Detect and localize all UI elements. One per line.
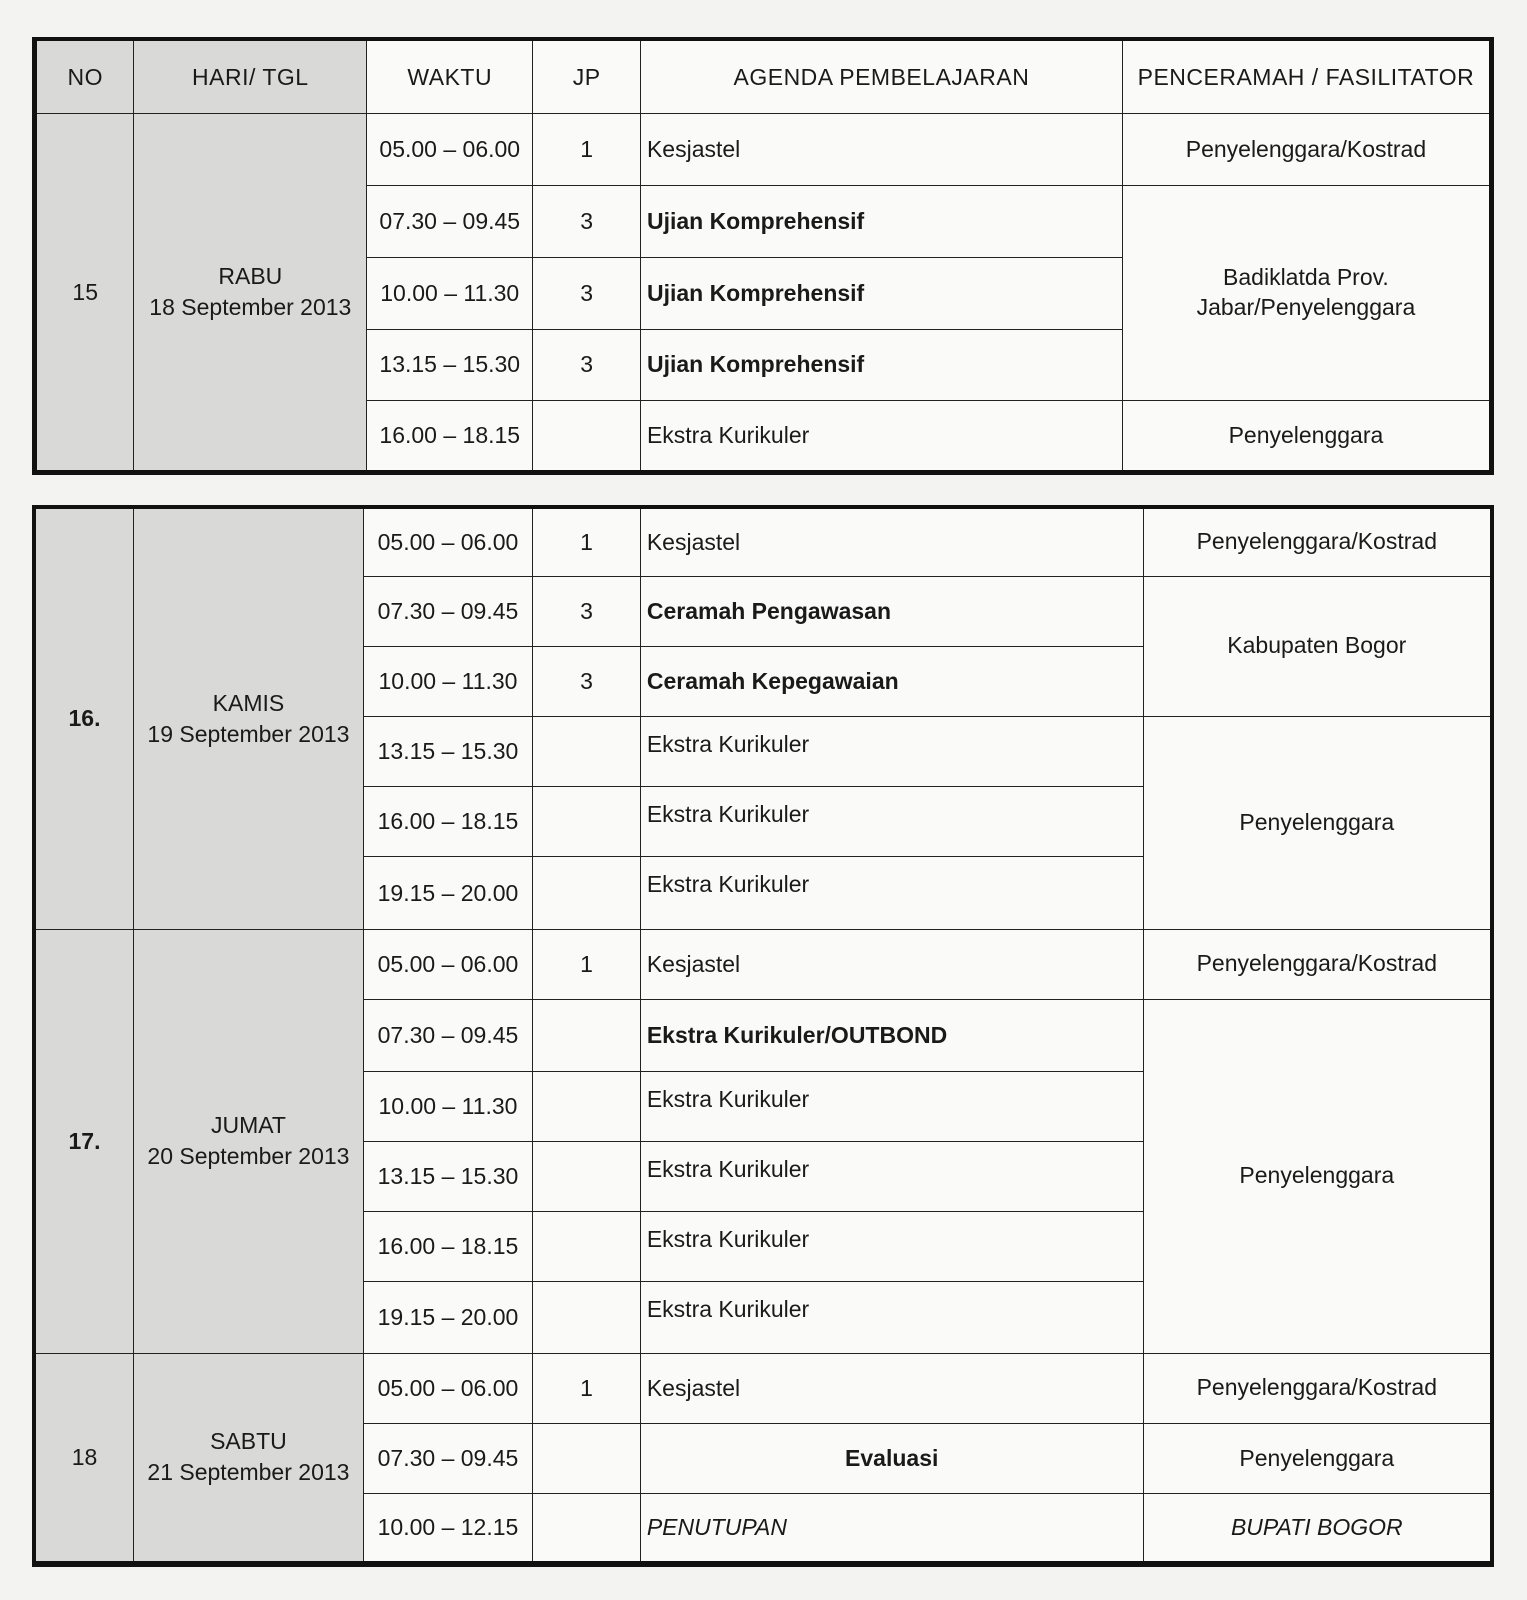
session-agenda: Ekstra Kurikuler/OUTBOND	[640, 999, 1143, 1071]
session-speaker: Penyelenggara/Kostrad	[1143, 1353, 1492, 1423]
session-time: 05.00 – 06.00	[363, 507, 532, 576]
day-date: 18 September 2013	[149, 294, 352, 321]
day-date-cell	[134, 114, 367, 473]
session-jp	[533, 999, 641, 1071]
session-jp: 3	[533, 186, 641, 258]
session-agenda: Ekstra Kurikuler	[640, 401, 1122, 473]
session-time: 13.15 – 15.30	[363, 1142, 532, 1212]
session-time: 05.00 – 06.00	[363, 1353, 532, 1423]
header-jp: JP	[533, 39, 641, 114]
session-agenda: Ceramah Pengawasan	[640, 576, 1143, 646]
session-time: 07.30 – 09.45	[367, 186, 533, 258]
session-agenda: Kesjastel	[640, 929, 1143, 999]
table-row	[34, 1353, 1492, 1423]
header-no: NO	[35, 39, 134, 114]
session-jp: 1	[533, 114, 641, 186]
session-time: 10.00 – 11.30	[367, 257, 533, 329]
session-jp	[533, 401, 641, 473]
session-jp: 1	[533, 929, 641, 999]
session-agenda: Ekstra Kurikuler	[640, 717, 1143, 787]
session-jp: 1	[533, 507, 641, 576]
table-row	[34, 929, 1492, 999]
session-speaker: Badiklatda Prov. Jabar/Penyelenggara	[1122, 186, 1491, 401]
day-number: 18	[34, 1353, 134, 1564]
header-time: WAKTU	[367, 39, 533, 114]
day-number: 16.	[34, 507, 134, 929]
session-speaker: Penyelenggara	[1143, 1423, 1492, 1493]
session-time: 16.00 – 18.15	[363, 787, 532, 857]
session-jp	[533, 1072, 641, 1142]
session-jp	[533, 857, 641, 929]
session-jp	[533, 1281, 641, 1353]
session-time: 19.15 – 20.00	[363, 1281, 532, 1353]
session-agenda: Ekstra Kurikuler	[640, 1142, 1143, 1212]
day-date-cell	[134, 929, 364, 1353]
session-jp	[533, 787, 641, 857]
day-date: 20 September 2013	[147, 1143, 350, 1170]
session-time: 05.00 – 06.00	[363, 929, 532, 999]
session-time: 13.15 – 15.30	[363, 717, 532, 787]
header-speaker: PENCERAMAH / FASILITATOR	[1122, 39, 1491, 114]
session-speaker: Penyelenggara/Kostrad	[1143, 929, 1492, 999]
session-jp	[533, 1142, 641, 1212]
session-agenda: Kesjastel	[640, 1353, 1143, 1423]
session-agenda: Ujian Komprehensif	[640, 329, 1122, 401]
session-agenda: Ujian Komprehensif	[640, 186, 1122, 258]
session-agenda: Ekstra Kurikuler	[640, 1281, 1143, 1353]
session-time: 05.00 – 06.00	[367, 114, 533, 186]
table-row	[34, 507, 1492, 576]
session-jp: 3	[533, 257, 641, 329]
session-agenda: Ekstra Kurikuler	[640, 1072, 1143, 1142]
session-time: 16.00 – 18.15	[363, 1212, 532, 1281]
day-date-cell	[134, 507, 364, 929]
session-jp: 3	[533, 576, 641, 646]
session-time: 07.30 – 09.45	[363, 576, 532, 646]
session-time: 10.00 – 11.30	[363, 646, 532, 716]
session-speaker: Penyelenggara/Kostrad	[1143, 507, 1492, 576]
day-date: 19 September 2013	[147, 720, 350, 747]
session-jp: 3	[533, 329, 641, 401]
session-jp	[533, 1494, 641, 1564]
session-time: 16.00 – 18.15	[367, 401, 533, 473]
session-time: 19.15 – 20.00	[363, 857, 532, 929]
session-agenda: Ekstra Kurikuler	[640, 787, 1143, 857]
day-date-cell	[134, 1353, 364, 1564]
day-number: 17.	[34, 929, 134, 1353]
session-agenda: Ekstra Kurikuler	[640, 857, 1143, 929]
session-agenda: Kesjastel	[640, 114, 1122, 186]
session-speaker: Penyelenggara	[1122, 401, 1491, 473]
session-speaker: Penyelenggara/Kostrad	[1122, 114, 1491, 186]
session-agenda: Ekstra Kurikuler	[640, 1212, 1143, 1281]
session-agenda: Evaluasi	[640, 1423, 1143, 1493]
session-speaker: Penyelenggara	[1143, 999, 1492, 1353]
header-agenda: AGENDA PEMBELAJARAN	[640, 39, 1122, 114]
day-date: 21 September 2013	[147, 1459, 350, 1486]
session-time: 07.30 – 09.45	[363, 999, 532, 1071]
day-name: RABU	[218, 263, 283, 290]
session-agenda: Ujian Komprehensif	[640, 257, 1122, 329]
schedule-table-1	[32, 37, 1494, 475]
session-agenda: Kesjastel	[640, 507, 1143, 576]
session-jp	[533, 1423, 641, 1493]
session-speaker: BUPATI BOGOR	[1143, 1494, 1492, 1564]
session-speaker: Kabupaten Bogor	[1143, 576, 1492, 716]
session-speaker: Penyelenggara	[1143, 717, 1492, 930]
day-name: JUMAT	[210, 1112, 286, 1139]
session-time: 13.15 – 15.30	[367, 329, 533, 401]
session-jp: 1	[533, 1353, 641, 1423]
session-time: 10.00 – 12.15	[363, 1494, 532, 1564]
session-jp: 3	[533, 646, 641, 716]
session-agenda: PENUTUPAN	[640, 1494, 1143, 1564]
session-time: 07.30 – 09.45	[363, 1423, 532, 1493]
schedule-table-2	[32, 505, 1494, 1567]
session-jp	[533, 1212, 641, 1281]
session-agenda: Ceramah Kepegawaian	[640, 646, 1143, 716]
day-name: KAMIS	[212, 689, 285, 716]
day-number: 15	[35, 114, 134, 473]
day-name: SABTU	[210, 1428, 287, 1455]
session-time: 10.00 – 11.30	[363, 1072, 532, 1142]
header-day-date: HARI/ TGL	[134, 39, 367, 114]
session-jp	[533, 717, 641, 787]
table-row	[35, 114, 1492, 186]
